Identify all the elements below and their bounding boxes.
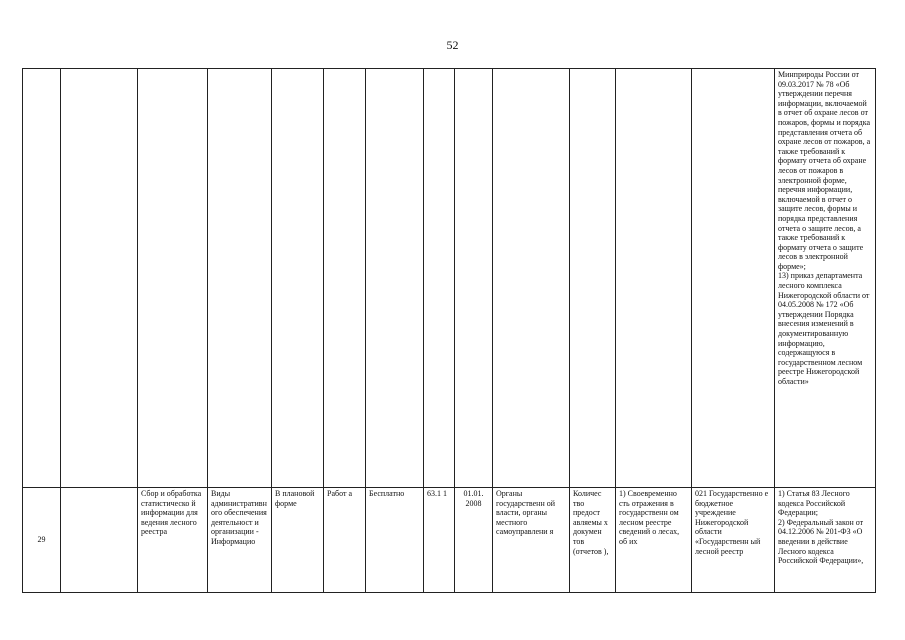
table-cell: [324, 69, 366, 488]
form-cell: В плановой форме: [272, 488, 324, 593]
table-row: [23, 69, 876, 488]
type-cell: Работ а: [324, 488, 366, 593]
legal-basis-cell: 1) Статья 83 Лесного кодекса Российской Федерации; 2) Федеральный закон от 04.12.2006 № 201-ФЗ «О введении в действие Лесного кодекса Российской Федерации»,: [775, 488, 876, 593]
date-cell: 01.01. 2008: [455, 488, 493, 593]
legal-basis-cell: Минприроды России от 09.03.2017 № 78 «Об утверждении перечня информации, включаемой в отчет об охране лесов от пожаров, формы и порядка представления отчета об охране лесов от пожаров, а также требований к формату отчета об охране лесов от пожаров в электронной форме, перечня информации, включаемой в отчет о защите лесов, формы и порядка представления отчета о защите лесов, а также требований к формату отчета о защите лесов в электронной форме»; 13) приказ департамента лесного комплекса Нижегородской области от 04.05.2008 № 172 «Об утверждении Порядка внесения изменений в документированную информацию, содержащуюся в государственном лесном реестре Нижегородской области»: [775, 69, 876, 488]
table-cell: [616, 69, 692, 488]
service-name-cell: Сбор и обработка статистическо й информации для ведения лесного реестра: [138, 488, 208, 593]
table-row: [23, 488, 876, 593]
row-number-cell: 29: [23, 488, 61, 593]
table-cell: [61, 69, 138, 488]
code-cell: 63.1 1: [424, 488, 455, 593]
indicator-cell: Количес тво предост авляемы х докумен тов (отчетов ),: [570, 488, 616, 593]
table-cell: [61, 488, 138, 593]
table-cell: [570, 69, 616, 488]
table-cell: [424, 69, 455, 488]
table-cell: [692, 69, 775, 488]
table-cell: [493, 69, 570, 488]
activity-cell: Виды административного обеспечения деятельност и организации - Информацио: [208, 488, 272, 593]
registry-table: [22, 68, 876, 593]
table-cell: [23, 69, 61, 488]
table-cell: [366, 69, 424, 488]
payment-cell: Бесплатно: [366, 488, 424, 593]
page-number: 52: [446, 38, 459, 52]
quality-cell: 1) Своевременно сть отражения в государственн ом лесном реестре сведений о лесах, об их: [616, 488, 692, 593]
table-cell: [455, 69, 493, 488]
table-cell: [208, 69, 272, 488]
consumers-cell: Органы государственн ой власти, органы местного самоуправлени я: [493, 488, 570, 593]
table-cell: [138, 69, 208, 488]
institution-cell: 021 Государственно е бюджетное учреждение Нижегородской области «Государственн ый лесной реестр: [692, 488, 775, 593]
table-cell: [272, 69, 324, 488]
